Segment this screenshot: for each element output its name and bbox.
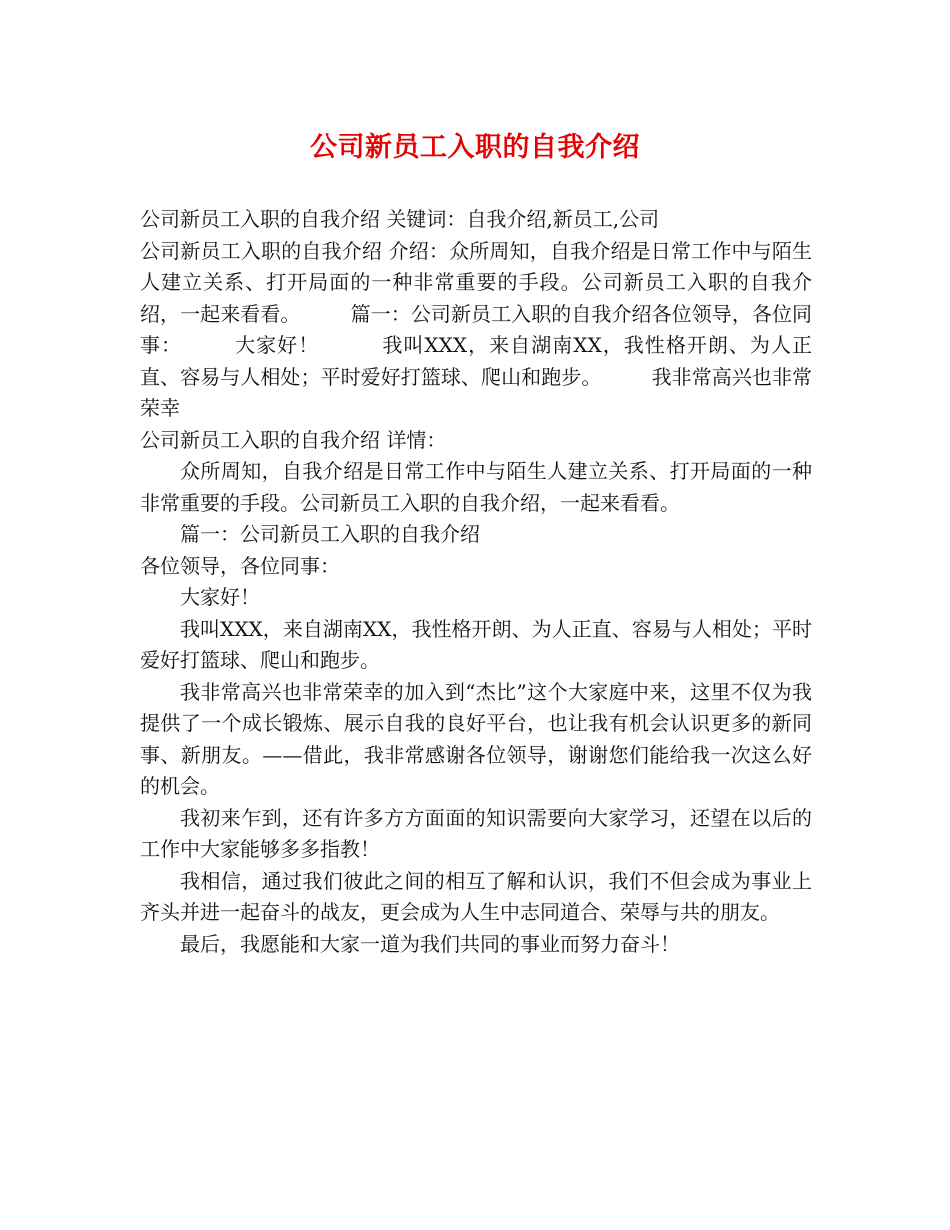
body-paragraph: 我初来乍到，还有许多方方面面的知识需要向大家学习，还望在以后的工作中大家能够多多指教！ [140,805,812,861]
details-heading: 公司新员工入职的自我介绍 详情： [140,427,447,452]
section-heading: 篇一：公司新员工入职的自我介绍 [180,522,480,546]
body-paragraph: 众所周知，自我介绍是日常工作中与陌生人建立关系、打开局面的一种非常重要的手段。公司新员工入职的自我介绍，一起来看看。 [140,459,812,515]
body-paragraph: 我相信，通过我们彼此之间的相互了解和认识，我们不但会成为事业上齐头并进一起奋斗的战友，更会成为人生中志同道合、荣辱与共的朋友。 [140,868,812,924]
summary-paragraph: 公司新员工入职的自我介绍 介绍：众所周知，自我介绍是日常工作中与陌生人建立关系、打开局面的一种非常重要的手段。公司新员工入职的自我介绍，一起来看看。 篇一：公司新员工入职的自我介绍各位领导，各位同事： 大家好！ 我叫XXX，来自湖南XX，我性格开朗、为人正直、容易与人相处；平时爱好打篮球、爬山和跑步。 我非常高兴也非常荣幸 [140,238,812,420]
closing-paragraph: 最后，我愿能和大家一道为我们共同的事业而努力奋斗！ [180,931,680,956]
salutation-paragraph: 各位领导，各位同事： [140,553,340,578]
document-title: 公司新员工入职的自我介绍 [310,132,640,163]
greeting-paragraph: 大家好！ [180,585,260,609]
body-paragraph: 我非常高兴也非常荣幸的加入到“杰比”这个大家庭中来，这里不仅为我提供了一个成长锻炼、展示自我的良好平台，也让我有机会认识更多的新同事、新朋友。——借此，我非常感谢各位领导，谢谢您们能给我一次这么好的机会。 [140,679,812,798]
keywords-paragraph: 公司新员工入职的自我介绍 关键词：自我介绍,新员工,公司 [140,207,660,231]
body-paragraph: 我叫XXX，来自湖南XX，我性格开朗、为人正直、容易与人相处；平时爱好打篮球、爬山和跑步。 [140,616,812,672]
document-body [140,204,812,960]
